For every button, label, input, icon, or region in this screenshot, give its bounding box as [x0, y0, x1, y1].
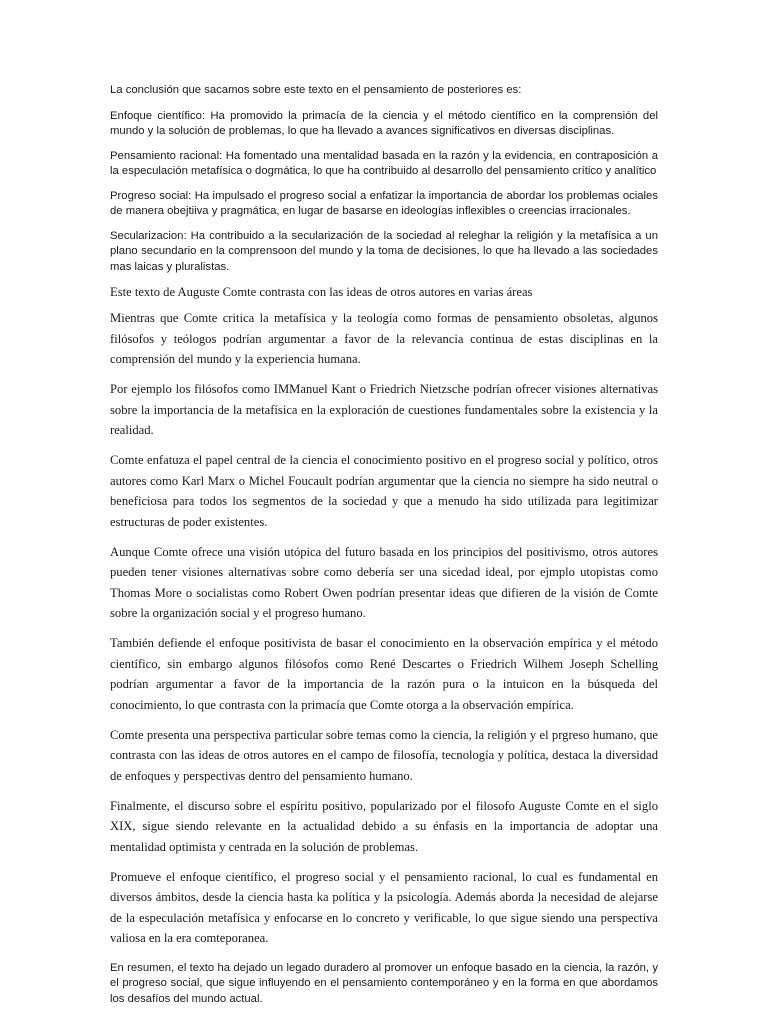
point-scientific-approach: Enfoque científico: Ha promovido la primacía de la ciencia y el método científico en la comprensión del mundo y la solución de problemas, lo que ha llevado a avances significativos en diversas disciplinas.	[110, 109, 658, 137]
paragraph-diversity-of-approaches: Comte presenta una perspectiva particular sobre temas como la ciencia, la religión y el prgreso humano, que contrasta con las ideas de otros autores en el campo de filosofía, tecnología y política, destaca la diversidad de enfoques y perspectivas dentro del pensamiento humano.	[110, 727, 658, 783]
paragraph-kant-nietzsche: Por ejemplo los filósofos como IMManuel Kant o Friedrich Nietzsche podrían ofrecer visiones alternativas sobre la importancia de la metafísica en la exploración de cuestiones fundamentales sobre la existencia y la realidad.	[110, 382, 658, 437]
comparison-heading: Este texto de Auguste Comte contrasta con las ideas de otros autores en varias áreas	[110, 285, 533, 299]
point-rational-thought: Pensamiento racional: Ha fomentado una mentalidad basada en la razón y la evidencia, en contraposición a la especulación metafísica o dogmática, lo que ha contribuido al desarrollo del pensamiento crítico y analítico	[110, 149, 658, 177]
paragraph-marx-foucault: Comte enfatuza el papel central de la ciencia el conocimiento positivo en el progreso social y político, otros autores como Karl Marx o Michel Foucault podrían argumentar que la ciencia no siempre ha sido neutral o beneficiosa para todos los segmentos de la sociedad y que a menudo ha sido utilizada para legitimizar estructuras de poder existentes.	[110, 453, 658, 529]
paragraph-positive-spirit: Finalmente, el discurso sobre el espíritu positivo, popularizado por el filosofo Auguste Comte en el siglo XIX, sigue siendo relevante en la actualidad debido a su énfasis en la importancia de adoptar una mentalidad optimista y centrada en la solución de problemas.	[110, 798, 658, 854]
paragraph-metaphysics-critique: Mientras que Comte critica la metafísica y la teología como formas de pensamiento obsoletas, algunos filósofos y teólogos podrían argumentar a favor de la relevancia continua de estas disciplinas en la comprensión del mundo y la experiencia humana.	[110, 311, 658, 366]
document-page	[110, 83, 658, 1016]
closing-paragraph: En resumen, el texto ha dejado un legado duradero al promover un enfoque basado en la ciencia, la razón, y el progreso social, que sigue influyendo en el pensamiento contemporáneo y en la forma en que abordamos los desafíos del mundo actual.	[110, 961, 658, 1005]
paragraph-descartes-schelling: También defiende el enfoque positivista de basar el conocimiento en la observación empírica y el método científico, sin embargo algunos filósofos como René Descartes o Friedrich Wilhem Joseph Schelling podrían argumentar a favor de la importancia de la razón pura o la intuicon en la búsqueda del conocimiento, lo que contrasta con la primacía que Comte otorga a la observación empírica.	[110, 636, 658, 712]
point-secularization: Secularizacion: Ha contribuido a la secularización de la sociedad al releghar la religión y la metafísica a un plano secundario en la comprensoon del mundo y la toma de decisiones, lo que ha llevado a las sociedades mas laicas y pluralistas.	[110, 229, 658, 273]
paragraph-scientific-approach: Promueve el enfoque científico, el progreso social y el pensamiento racional, lo cual es fundamental en diversos ámbitos, desde la ciencia hasta ka política y la psicología. Además aborda la necesidad de alejarse de la especulación metafísica y enfocarse en lo concreto y verificable, lo que sigue siendo una perspectiva valiosa en la era comteporanea.	[110, 869, 658, 945]
point-social-progress: Progreso social: Ha impulsado el progreso social a enfatizar la importancia de abordar los problemas ociales de manera obejtiiva y pragmática, en lugar de basarse en ideologías inflexibles o creencias irracionales.	[110, 189, 658, 217]
intro-line: La conclusión que sacamos sobre este texto en el pensamiento de posteriores es:	[110, 84, 522, 96]
paragraph-utopias: Aunque Comte ofrece una visión utópica del futuro basada en los principios del positivismo, otros autores pueden tener visiones alternativas sobre como debería ser una sicedad ideal, por ejmplo utopistas como Thomas More o socialistas como Robert Owen podrían presentar ideas que difieren de la visión de Comte sobre la organización social y el progreso humano.	[110, 544, 658, 620]
